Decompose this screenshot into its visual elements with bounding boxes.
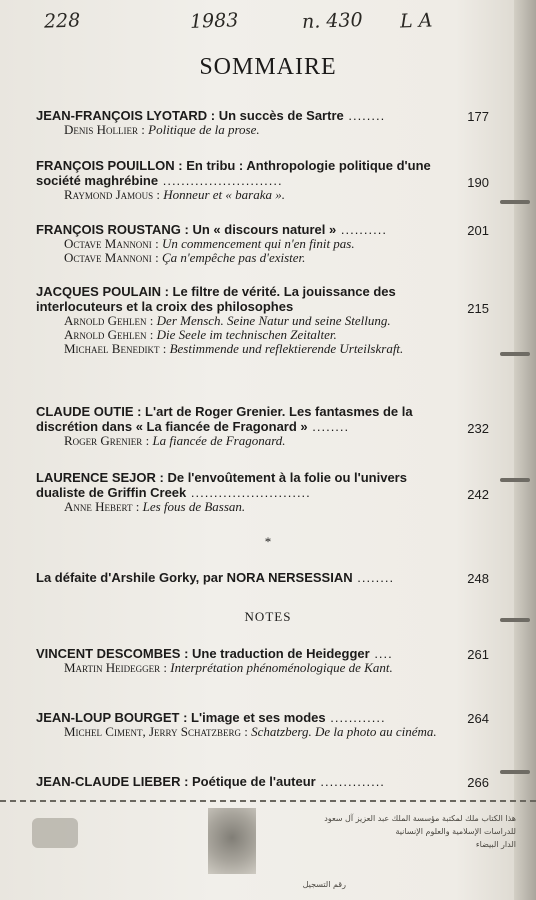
- page-number: 248: [467, 571, 489, 586]
- toc-entry: [36, 470, 489, 514]
- page-number: 190: [467, 175, 489, 190]
- library-seal-icon: [32, 818, 78, 848]
- reviewed-work: Raymond Jamous : Honneur et « baraka ».: [64, 187, 285, 202]
- entry-heading: FRANÇOIS ROUSTANG : Un « discours naturel » ..........: [36, 222, 387, 237]
- page-title: SOMMAIRE: [199, 54, 337, 80]
- entry-heading: La défaite d'Arshile Gorky, par NORA NERSESSIAN ........: [36, 570, 395, 585]
- page-binding: [514, 0, 536, 900]
- binding-thread: [500, 352, 530, 356]
- entry-heading: JEAN-LOUP BOURGET : L'image et ses modes ............: [36, 710, 386, 725]
- library-stamp: [0, 800, 536, 890]
- toc-entry: [36, 108, 489, 137]
- page-number: 215: [467, 301, 489, 316]
- toc-entry: [36, 158, 489, 202]
- page-number: 232: [467, 421, 489, 436]
- notes-section-label: NOTES: [244, 609, 292, 624]
- handwritten-note: L A: [399, 9, 433, 33]
- reviewed-work: Octave Mannoni : Ça n'empêche pas d'exister.: [64, 250, 306, 265]
- handwritten-note: n. 430: [301, 8, 363, 34]
- page-number: 177: [467, 109, 489, 124]
- toc-entry: [36, 570, 489, 585]
- binding-thread: [500, 770, 530, 774]
- reviewed-work: Anne Hebert : Les fous de Bassan.: [64, 499, 246, 514]
- entry-heading: CLAUDE OUTIE : L'art de Roger Grenier. Les fantasmes de la discrétion dans « La fiancée de Fragonard » ........: [36, 404, 413, 434]
- entry-heading: JEAN-FRANÇOIS LYOTARD : Un succès de Sartre ........: [36, 108, 386, 123]
- registration-label: رقم التسجيل: [302, 880, 346, 889]
- toc-entry: [36, 646, 489, 675]
- reviewed-work: Martin Heidegger : Interprétation phénoménologique de Kant.: [64, 660, 393, 675]
- binding-thread: [500, 200, 530, 204]
- entry-heading: LAURENCE SEJOR : De l'envoûtement à la folie ou l'univers dualiste de Griffin Creek ..........................: [36, 470, 407, 500]
- reviewed-work: Denis Hollier : Politique de la prose.: [64, 122, 260, 137]
- page-number: 264: [467, 711, 489, 726]
- reviewed-work: Roger Grenier : La fiancée de Fragonard.: [64, 433, 286, 448]
- entry-heading: FRANÇOIS POUILLON : En tribu : Anthropologie politique d'une société maghrébine ..........................: [36, 158, 431, 188]
- page-number: 266: [467, 775, 489, 790]
- toc-entry: [36, 404, 489, 448]
- reviewed-work: Michael Benedikt : Bestimmende und reflektierende Urteilskraft.: [64, 341, 404, 356]
- toc-entry: [36, 284, 489, 356]
- reviewed-work: Octave Mannoni : Un commencement qui n'en finit pas.: [64, 236, 355, 251]
- binding-thread: [500, 478, 530, 482]
- toc-entry: [36, 710, 489, 739]
- entry-heading: JACQUES POULAIN : Le filtre de vérité. La jouissance des interlocuteurs et la croix des philosophes: [36, 284, 396, 314]
- reviewed-work: Arnold Gehlen : Die Seele im technischen Zeitalter.: [64, 327, 337, 342]
- reviewed-work: Michel Ciment, Jerry Schatzberg : Schatzberg. De la photo au cinéma.: [64, 724, 437, 739]
- page-number: 242: [467, 487, 489, 502]
- entry-heading: JEAN-CLAUDE LIEBER : Poétique de l'auteur ..............: [36, 774, 385, 789]
- section-separator: *: [264, 534, 272, 549]
- handwritten-note: 228: [43, 9, 81, 33]
- toc-entry: [36, 222, 489, 265]
- reviewed-work: Arnold Gehlen : Der Mensch. Seine Natur und seine Stellung.: [64, 313, 391, 328]
- page-number: 261: [467, 647, 489, 662]
- page-number: 201: [467, 223, 489, 238]
- entry-heading: VINCENT DESCOMBES : Une traduction de Heidegger ....: [36, 646, 393, 661]
- stamp-text: هذا الكتاب ملك لمكتبة مؤسسة الملك عبد العزيز آل سعود للدراسات الإسلامية والعلوم الإنسانية الدار البيضاء: [324, 814, 516, 849]
- handwritten-note: 1983: [189, 9, 239, 33]
- toc-entry: [36, 774, 489, 789]
